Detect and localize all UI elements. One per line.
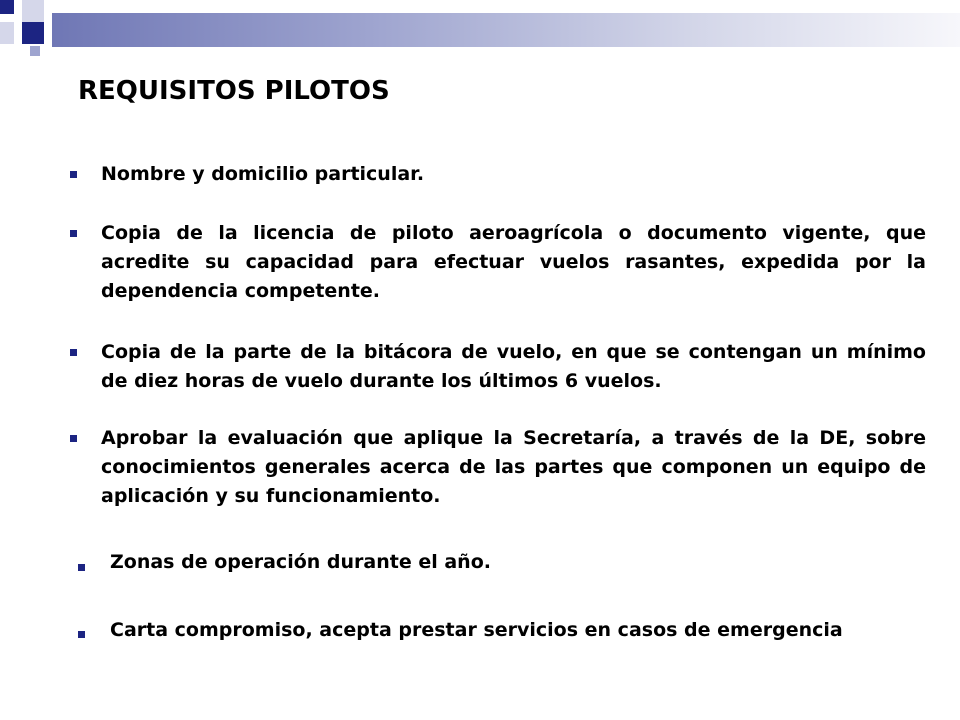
list-item-text: Carta compromiso, acepta prestar servicios en casos de emergencia [110,619,843,641]
square-bullet-icon [78,564,85,571]
decor-square [0,22,14,44]
slide-title: REQUISITOS PILOTOS [78,76,390,106]
square-bullet-icon [70,435,77,442]
square-bullet-icon [70,349,77,356]
list-item-text: Zonas de operación durante el año. [110,551,491,573]
decor-square [22,22,44,44]
list-item-text: Copia de la licencia de piloto aeroagrícola o documento vigente, que acredite su capacidad para efectuar vuelos rasantes, expedida por la dependencia competente. [101,222,926,302]
list-item-text: Aprobar la evaluación que aplique la Secretaría, a través de la DE, sobre conocimientos generales acerca de las partes que componen un equipo de aplicación y su funcionamiento. [101,427,926,507]
square-bullet-icon [78,631,85,638]
list-item-text: Copia de la parte de la bitácora de vuelo, en que se contengan un mínimo de diez horas de vuelo durante los últimos 6 vuelos. [101,341,926,392]
decor-square [0,0,14,14]
square-bullet-icon [70,230,77,237]
decor-square [30,46,40,56]
decor-square [22,0,44,22]
list-item-text: Nombre y domicilio particular. [101,163,425,185]
square-bullet-icon [70,171,77,178]
header-gradient-bar [52,13,960,47]
